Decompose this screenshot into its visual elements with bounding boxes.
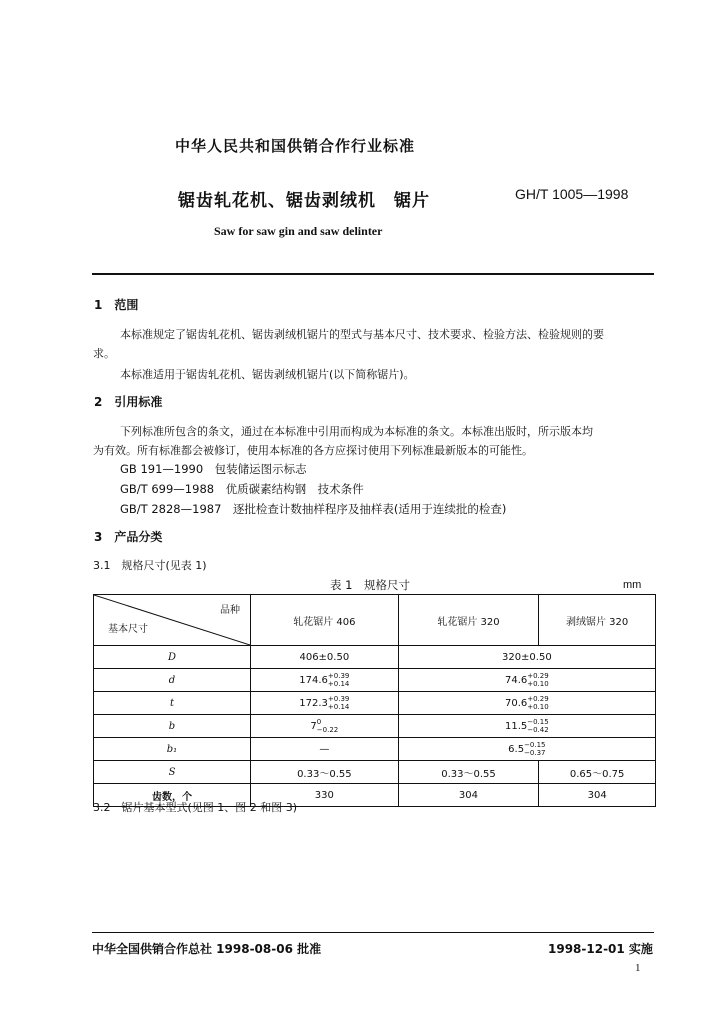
header-divider <box>92 273 654 275</box>
section-1-paragraph-2: 本标准适用于锯齿轧花机、锯齿剥绒机锯片(以下简称锯片)。 <box>120 368 415 381</box>
dimension-value: 172.3 <box>299 698 328 709</box>
dimension-value: 70.6 <box>504 698 528 709</box>
table-row <box>94 692 656 715</box>
lower-deviation: −0.22 <box>316 726 339 734</box>
table-cell: 0.33～0.55 <box>251 761 399 784</box>
column-header: 轧花锯片 320 <box>398 595 539 646</box>
corner-label-variety: 品种 <box>220 605 240 616</box>
table-row <box>94 761 656 784</box>
table-cell <box>398 692 655 715</box>
table-row <box>94 646 656 669</box>
section-1-heading: 1 范围 <box>94 298 139 312</box>
table-header-row <box>94 595 656 646</box>
lower-deviation: −0.42 <box>527 726 549 734</box>
table-cell <box>398 715 655 738</box>
table-cell <box>398 738 655 761</box>
row-label: 齿数，个 <box>94 784 251 807</box>
footer-divider <box>92 932 654 933</box>
section-2-heading: 2 引用标准 <box>94 395 163 409</box>
reference-item: GB/T 2828—1987 逐批检查计数抽样程序及抽样表(适用于连续批的检查) <box>120 502 507 516</box>
approval-date: 中华全国供销合作总社 1998-08-06 批准 <box>92 942 322 956</box>
lower-deviation: +0.14 <box>327 703 350 711</box>
table-cell: 0.33～0.55 <box>398 761 539 784</box>
reference-item: GB/T 699—1988 优质碳素结构钢 技术条件 <box>120 482 364 496</box>
dimension-value: 7 <box>310 721 317 732</box>
table-cell: 304 <box>398 784 539 807</box>
reference-item: GB 191—1990 包装储运图示标志 <box>120 462 307 476</box>
table-cell: — <box>251 738 399 761</box>
table-cell <box>251 692 399 715</box>
table-corner-cell <box>94 595 251 646</box>
row-label: S <box>94 761 251 784</box>
table-row <box>94 738 656 761</box>
table-cell: 406±0.50 <box>251 646 399 669</box>
subsection-3-2: 3.2 锯片基本型式(见图 1、图 2 和图 3) <box>93 801 298 814</box>
standard-title: 锯齿轧花机、锯齿剥绒机 锯片 <box>178 191 430 211</box>
table-row <box>94 715 656 738</box>
section-1-paragraph-1: 本标准规定了锯齿轧花机、锯齿剥绒机锯片的型式与基本尺寸、技术要求、检验方法、检验规则的要 <box>120 328 604 341</box>
table-row <box>94 669 656 692</box>
standard-title-english: Saw for saw gin and saw delinter <box>214 224 383 238</box>
corner-label-dimension: 基本尺寸 <box>108 624 148 635</box>
table-cell <box>251 715 399 738</box>
dimension-value: 11.5 <box>504 721 528 732</box>
implementation-date: 1998-12-01 实施 <box>548 942 653 956</box>
table-cell: 320±0.50 <box>398 646 655 669</box>
row-label: t <box>94 692 251 715</box>
upper-deviation: +0.29 <box>527 672 549 680</box>
section-3-heading: 3 产品分类 <box>94 530 163 544</box>
lower-deviation: +0.14 <box>327 680 350 688</box>
row-label: d <box>94 669 251 692</box>
row-label: D <box>94 646 251 669</box>
table-cell <box>398 669 655 692</box>
table-unit: mm <box>623 579 642 591</box>
section-2-paragraph-1-cont: 为有效。所有标准都会被修订，使用本标准的各方应探讨使用下列标准最新版本的可能性。 <box>93 444 533 457</box>
row-label: b₁ <box>94 738 251 761</box>
standard-code: GH/T 1005—1998 <box>515 186 629 202</box>
standard-organization: 中华人民共和国供销合作行业标准 <box>175 137 416 155</box>
upper-deviation: +0.29 <box>527 695 549 703</box>
page-number: 1 <box>635 962 641 974</box>
subsection-3-1: 3.1 规格尺寸(见表 1) <box>93 559 207 572</box>
spec-table <box>93 594 656 807</box>
upper-deviation: −0.15 <box>527 718 549 726</box>
upper-deviation: 0 <box>316 718 322 726</box>
column-header: 剥绒锯片 320 <box>539 595 656 646</box>
table-cell <box>251 669 399 692</box>
upper-deviation: +0.39 <box>327 672 350 680</box>
section-1-paragraph-1-cont: 求。 <box>93 347 115 360</box>
upper-deviation: −0.15 <box>524 741 546 749</box>
lower-deviation: −0.37 <box>524 749 546 757</box>
table-cell: 304 <box>539 784 656 807</box>
upper-deviation: +0.39 <box>327 695 350 703</box>
lower-deviation: +0.10 <box>527 680 549 688</box>
lower-deviation: +0.10 <box>527 703 549 711</box>
section-2-paragraph-1: 下列标准所包含的条文，通过在本标准中引用而构成为本标准的条文。本标准出版时，所示版本均 <box>120 425 593 438</box>
column-header: 轧花锯片 406 <box>251 595 399 646</box>
dimension-value: 6.5 <box>508 744 525 755</box>
table-caption: 表 1 规格尺寸 <box>330 578 410 592</box>
dimension-value: 74.6 <box>504 675 528 686</box>
dimension-value: 174.6 <box>299 675 328 686</box>
table-cell: 330 <box>251 784 399 807</box>
table-cell: 0.65～0.75 <box>539 761 656 784</box>
row-label: b <box>94 715 251 738</box>
